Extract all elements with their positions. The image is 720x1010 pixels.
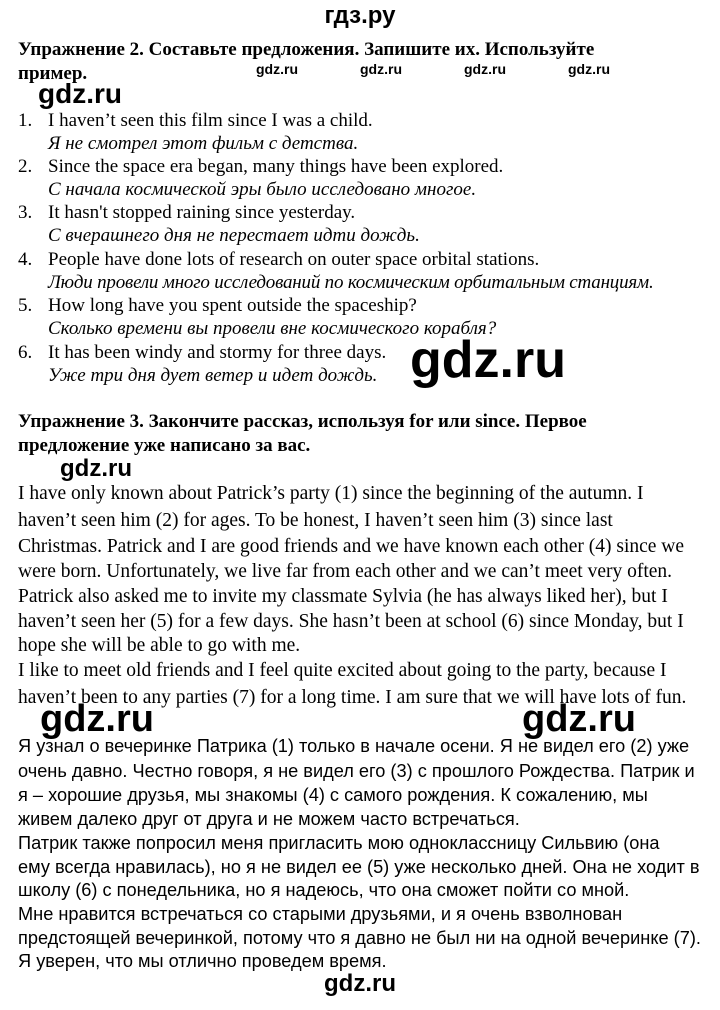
text-line: очень давно. Честно говоря, я не видел его (3) с прошлого Рождества. Патрик и: [18, 761, 695, 781]
list-item-number: 1.: [18, 110, 33, 131]
list-item-number: 2.: [18, 156, 33, 177]
list-item-english: How long have you spent outside the spaceship?: [48, 295, 417, 316]
list-item-russian: Я не смотрел этот фильм с детства.: [48, 133, 359, 154]
list-item-number: 5.: [18, 295, 33, 316]
text-line: Я уверен, что мы отлично проведем время.: [18, 951, 387, 971]
exercise-2-heading-line2: пример.: [18, 63, 88, 84]
site-title: гдз.ру: [324, 2, 396, 29]
text-line: я – хорошие друзья, мы знакомы (4) с самого рождения. К сожалению, мы: [18, 785, 648, 805]
exercise-3-heading-line1: Упражнение 3. Закончите рассказ, используя for или since. Первое: [18, 411, 587, 432]
list-item-number: 6.: [18, 342, 33, 363]
list-item-english: People have done lots of research on outer space orbital stations.: [48, 249, 540, 270]
watermark: gdz.ru: [522, 698, 636, 740]
list-item-russian: Сколько времени вы провели вне космического корабля?: [48, 318, 497, 339]
exercise-2-heading-line1: Упражнение 2. Составьте предложения. Запишите их. Используйте: [18, 39, 595, 60]
text-line: ему всегда нравилась), но я не видел ее (5) уже несколько дней. Она не ходит в: [18, 857, 700, 877]
footer-watermark: gdz.ru: [324, 970, 396, 997]
list-item-english: It hasn't stopped raining since yesterday.: [48, 202, 356, 223]
text-line: живем далеко друг от друга и не можем часто встречаться.: [18, 809, 520, 829]
list-item-russian: Люди провели много исследований по космическим орбитальным станциям.: [48, 272, 654, 293]
text-line: предстоящей вечеринкой, потому что я давно не был ни на одной вечеринке (7).: [18, 928, 701, 948]
text-line: Patrick also asked me to invite my classmate Sylvia (he has always liked her), but I: [18, 586, 668, 607]
exercise-3-heading: [18, 410, 708, 458]
text-line: haven’t seen her (5) for a few days. She hasn’t been at school (6) since Monday, but I: [18, 611, 684, 632]
text-line: Мне нравится встречаться со старыми друзьями, и я очень взволнован: [18, 904, 623, 924]
watermark: gdz.ru: [40, 698, 154, 740]
list-item-english: Since the space era began, many things have been explored.: [48, 156, 504, 177]
text-line: haven’t seen him (2) for ages. To be honest, I haven’t seen him (3) since last: [18, 510, 613, 531]
text-line: were born. Unfortunately, we live far from each other and we can’t meet very often.: [18, 561, 673, 582]
text-line: I like to meet old friends and I feel quite excited about going to the party, because I: [18, 660, 667, 681]
watermark: gdz.ru: [60, 455, 132, 482]
text-line: Christmas. Patrick and I are good friends and we have known each other (4) since we: [18, 536, 685, 557]
watermark: gdz.ru: [464, 61, 506, 77]
list-item-english: I haven’t seen this film since I was a child.: [48, 110, 373, 131]
exercise-3-heading-line2: предложение уже написано за вас.: [18, 435, 311, 456]
text-line: школу (6) с понедельника, но я надеюсь, что она сможет пойти со мной.: [18, 880, 630, 900]
text-line: Я узнал о вечеринке Патрика (1) только в начале осени. Я не видел его (2) уже: [18, 736, 690, 756]
list-item-russian: С вчерашнего дня не перестает идти дождь.: [48, 225, 420, 246]
watermark: gdz.ru: [568, 61, 610, 77]
watermark: gdz.ru: [38, 78, 122, 109]
list-item-number: 3.: [18, 202, 33, 223]
text-line: hope she will be able to go with me.: [18, 635, 301, 656]
list-item-russian: С начала космической эры было исследовано многое.: [48, 179, 477, 200]
text-line: Патрик также попросил меня пригласить мою одноклассницу Сильвию (она: [18, 833, 660, 853]
watermark: gdz.ru: [360, 61, 402, 77]
watermark: gdz.ru: [256, 61, 298, 77]
list-item-english: It has been windy and stormy for three days.: [48, 342, 387, 363]
text-line: haven’t been to any parties (7) for a long time. I am sure that we will have lots of fun.: [18, 687, 687, 708]
list-item-russian: Уже три дня дует ветер и идет дождь.: [48, 365, 378, 386]
list-item-number: 4.: [18, 249, 33, 270]
watermark: gdz.ru: [410, 331, 566, 389]
text-line: I have only known about Patrick’s party (1) since the beginning of the autumn. I: [18, 483, 644, 504]
